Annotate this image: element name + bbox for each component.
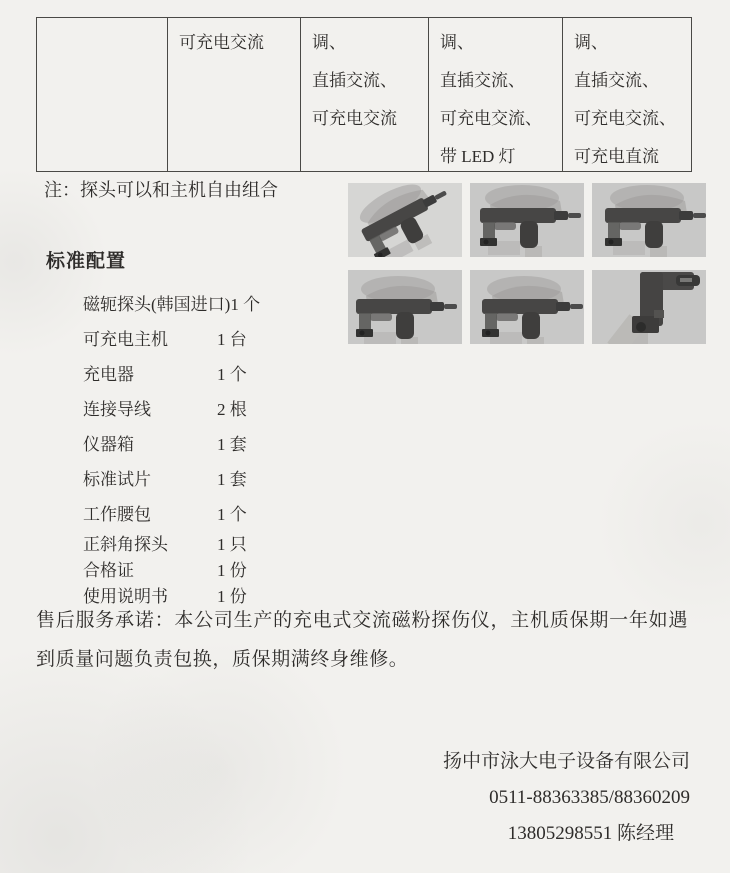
config-item-qty: 1 只 [217, 535, 247, 554]
contact-phone: 0511-88363385/88360209 [489, 787, 690, 808]
table-cell-text: 可充电交流 [179, 33, 264, 52]
config-item [83, 427, 260, 462]
product-photo-4 [348, 270, 462, 344]
spec-table-cell-power-2 [300, 18, 428, 171]
config-item-qty: 1 份 [217, 587, 247, 606]
config-item-name: 正斜角探头 [83, 535, 168, 554]
config-item-name: 可充电主机 [83, 330, 168, 349]
config-item [83, 558, 260, 584]
config-item [83, 497, 260, 532]
config-item-qty: 1 台 [217, 330, 247, 349]
spec-table [36, 17, 692, 172]
table-cell-text: 可充电交流、 [574, 109, 676, 128]
config-item [83, 462, 260, 497]
config-item [83, 322, 260, 357]
contact-mobile: 13805298551 陈经理 [507, 823, 674, 844]
table-cell-text: 调、 [312, 33, 346, 52]
table-cell-text: 调、 [574, 33, 608, 52]
config-item-qty: 1 套 [217, 470, 247, 489]
config-item [83, 357, 260, 392]
yoke-probe-icon [348, 270, 462, 344]
product-photo-grid [348, 183, 714, 344]
spec-table-cell-empty [37, 18, 167, 171]
config-item-name: 充电器 [83, 365, 134, 384]
product-photo-3 [592, 183, 706, 257]
config-item-name: 合格证 [83, 561, 134, 580]
config-item-qty: 1 套 [217, 435, 247, 454]
table-cell-text: 带 LED 灯 [440, 147, 516, 166]
yoke-probe-icon [470, 270, 584, 344]
note-text: 注：探头可以和主机自由组合 [44, 180, 278, 200]
yoke-probe-icon [470, 183, 584, 257]
spec-table-cell-power-3 [428, 18, 562, 171]
product-photo-2 [470, 183, 584, 257]
config-item-qty: 1 个 [217, 505, 247, 524]
config-item-qty: 1 个 [217, 365, 247, 384]
right-angle-probe-icon [592, 270, 706, 344]
config-item-name: 工作腰包 [83, 505, 151, 524]
config-item [83, 287, 260, 322]
table-cell-text: 直插交流、 [574, 71, 659, 90]
contact-block [443, 744, 690, 852]
product-photo-1 [348, 183, 462, 257]
table-cell-text: 直插交流、 [312, 71, 397, 90]
config-item-name: 磁轭探头(韩国进口) [83, 295, 231, 314]
config-heading: 标准配置 [46, 251, 127, 272]
spec-table-cell-power-4 [562, 18, 691, 171]
config-item-qty: 1 个 [230, 295, 261, 314]
product-photo-6 [592, 270, 706, 344]
contact-company: 扬中市泳大电子设备有限公司 [442, 751, 690, 772]
warranty-text: 售后服务承诺：本公司生产的充电式交流磁粉探伤仪，主机质保期一年如遇到质量问题负责包换，质保期满终身维修。 [36, 610, 688, 670]
spec-table-cell-power-1 [167, 18, 300, 171]
table-cell-text: 可充电交流、 [440, 109, 542, 128]
table-cell-text: 可充电交流 [312, 109, 397, 128]
yoke-probe-angled-icon [348, 183, 462, 257]
config-item [83, 532, 260, 558]
config-item-name: 连接导线 [83, 400, 151, 419]
table-cell-text: 可充电直流 [574, 147, 659, 166]
table-cell-text: 直插交流、 [440, 71, 525, 90]
product-photo-5 [470, 270, 584, 344]
table-cell-text: 调、 [440, 33, 474, 52]
yoke-probe-icon [592, 183, 706, 257]
config-item-name: 仪器箱 [83, 435, 134, 454]
config-item-qty: 1 份 [217, 561, 247, 580]
config-list [83, 287, 260, 610]
config-item [83, 392, 260, 427]
config-item-qty: 2 根 [217, 400, 247, 419]
config-item-name: 标准试片 [83, 470, 151, 489]
config-item-name: 使用说明书 [83, 587, 168, 606]
